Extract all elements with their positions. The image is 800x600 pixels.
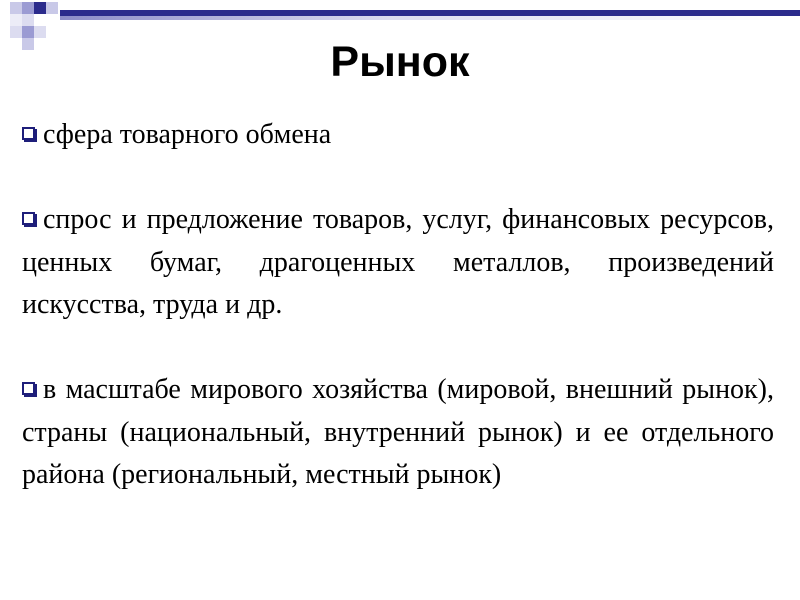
decorative-square bbox=[10, 2, 22, 14]
bullet-text: спрос и предложение товаров, услуг, финансовых ресурсов, ценных бумаг, драгоценных металлов, произведений искусства, труда и др. bbox=[22, 204, 774, 320]
bullet-text: сфера товарного обмена bbox=[43, 119, 332, 150]
hollow-square-bullet-icon bbox=[22, 382, 35, 395]
decorative-square bbox=[22, 14, 34, 26]
decorative-square bbox=[22, 2, 34, 14]
hollow-square-bullet-icon bbox=[22, 127, 35, 140]
decorative-square bbox=[34, 2, 46, 14]
bullet-item bbox=[22, 369, 774, 497]
hollow-square-bullet-icon bbox=[22, 212, 35, 225]
header-gradient-band bbox=[60, 16, 800, 20]
bullet-item bbox=[22, 114, 774, 157]
bullet-list bbox=[22, 114, 774, 497]
bullet-text: в масштабе мирового хозяйства (мировой, внешний рынок), страны (национальный, внутренний рынок) и ее отдельного района (региональный, местный рынок) bbox=[22, 374, 774, 490]
decorative-square bbox=[10, 14, 22, 26]
slide-title: Рынок bbox=[330, 38, 470, 86]
bullet-item bbox=[22, 199, 774, 327]
decorative-square bbox=[46, 2, 58, 14]
